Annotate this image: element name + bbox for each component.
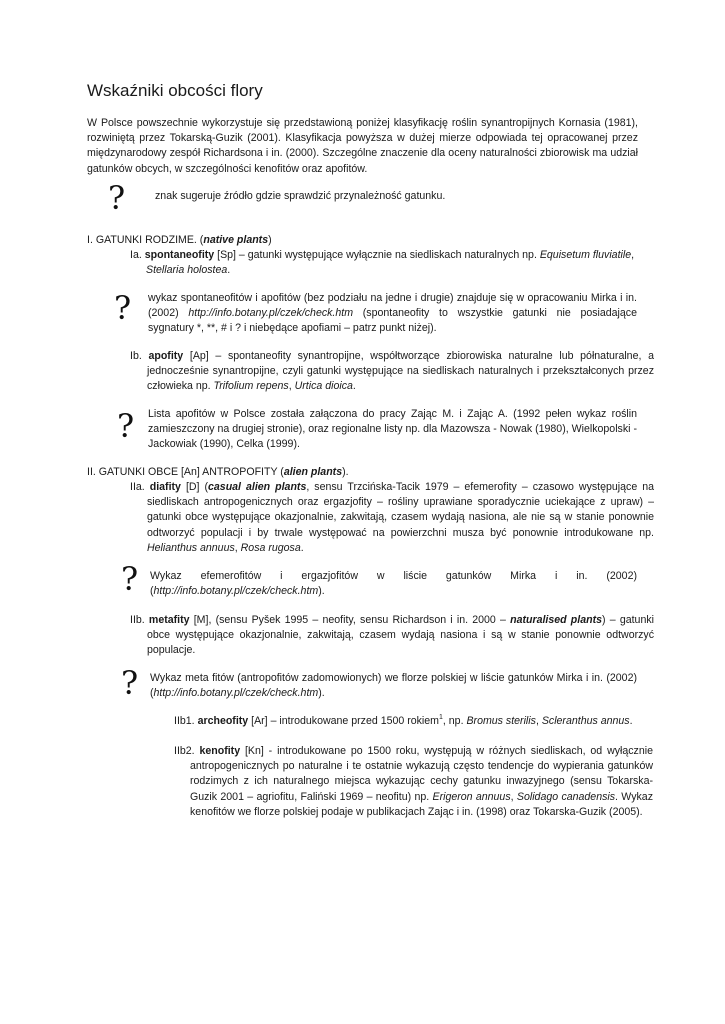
item-iia-term: diafity [149, 481, 181, 493]
section-native-en: native plants [203, 234, 269, 246]
question-mark-icon: ? [121, 664, 139, 702]
item-ib-term: apofity [148, 350, 184, 362]
item-iib2-text-1: [Kn] - introdukowane po 1500 roku, występują w różnych siedliskach, od wyłącznie antropogenicznych po naturalne i te ostatnie wykazują często tendencje do wypierania gatunków rodzimych z ich naturalnego miejsca wykazując cechy gatunku inwazyjnego (sensu Tokarska-Guzik 2001 – agriofitu, Faliński 1969 – neofitu) np. [190, 745, 653, 803]
note-spontaneofity-text-1: wykaz spontaneofitów i apofitów (bez podziału na jedne i drugie) znajduje się w opracowaniu Mirka i in. (2002) [148, 292, 637, 320]
question-mark-icon: ? [108, 179, 126, 217]
section-alien-heading [87, 465, 627, 480]
item-iia-end: . [300, 541, 304, 554]
item-ib [130, 349, 654, 395]
note-apofity: Lista apofitów w Polsce została załączona do pracy Zając M. i Zając A. (1992 pełen wykaz roślin zamieszczony na drugiej stronie), oraz regionalne listy np. dla Mazowsza - Nowak (1980), Wielkopolski - Jackowiak (1990), Celka (1999). [148, 408, 637, 451]
item-iib [130, 613, 654, 659]
item-iib1-separator: , [535, 715, 542, 727]
item-ib-separator: , [288, 380, 295, 393]
item-iib-text-1: [M], (sensu Pyšek 1995 – neofity, sensu Richardson i in. 2000 – [189, 614, 511, 626]
item-ib-end: . [352, 380, 356, 393]
item-iib-text-2: ) – gatunki obce występujące okazjonalnie, zakwitają, czasem wydają nasiona i są w stanie ponownie odtworzyć populacje. [147, 614, 654, 657]
question-mark-icon: ? [117, 407, 135, 445]
item-iib1 [174, 714, 653, 729]
item-iia-species-2: Rosa rugosa [240, 541, 301, 554]
item-iib1-term: archeofity [197, 715, 249, 727]
page-title: Wskaźniki obcości flory [87, 81, 263, 100]
item-iib-number: IIb. [130, 614, 149, 626]
item-iib2 [174, 744, 653, 820]
question-mark-icon: ? [114, 289, 132, 327]
question-mark-icon: ? [121, 560, 139, 598]
item-iib2-text-2: . Wykaz kenofitów we florze polskiej podaje w publikacjach Zając i in. (1998) oraz Tokarska-Guzik (2005). [190, 790, 653, 818]
item-iib1-species-1: Bromus sterilis [466, 715, 536, 727]
section-native-prefix: I. GATUNKI RODZIME. ( [87, 234, 204, 246]
note-diafity-link[interactable]: http://info.botany.pl/czek/check.htm [153, 585, 319, 598]
item-ia-term: spontaneofity [144, 249, 215, 261]
item-iib2-term: kenofity [199, 745, 241, 757]
item-iia-text-1: [D] ( [180, 481, 209, 493]
section-native-heading [87, 233, 627, 248]
item-iia-species-1: Helianthus annuus [147, 541, 235, 554]
item-ib-species-2: Urtica dioica [294, 380, 353, 393]
item-iia-en: casual alien plants [208, 481, 307, 493]
section-native-suffix: ) [268, 234, 272, 246]
note-spontaneofity-text-2: (spontaneofity to wszystkie gatunki nie posiadające sygnatury *, **, # i ? i niebędące apofiami – patrz punkt niżej). [148, 307, 637, 335]
item-ib-species-1: Trifolium repens [213, 380, 289, 393]
item-ia-species-2: Stellaria holostea [146, 264, 228, 277]
item-iib2-species-2: Solidago canadensis [516, 790, 616, 803]
section-alien-suffix: ). [342, 466, 349, 478]
item-iib1-number: IIb1. [174, 715, 198, 727]
note-spontaneofity [148, 291, 637, 337]
item-iib2-separator: , [510, 790, 517, 803]
item-iib2-number: IIb2. [174, 745, 200, 757]
section-alien-prefix: II. GATUNKI OBCE [An] ANTROPOFITY ( [87, 466, 284, 478]
note-spontaneofity-link[interactable]: http://info.botany.pl/czek/check.htm [188, 307, 354, 320]
section-alien-en: alien plants [283, 466, 343, 478]
item-ia-number: Ia. [130, 249, 145, 261]
note-diafity-text-1: Wykaz efemerofitów i ergazjofitów w liście gatunków Mirka i in. (2002) ( [150, 570, 637, 598]
note-metafity [150, 671, 637, 701]
note-metafity-link[interactable]: http://info.botany.pl/czek/check.htm [153, 687, 319, 700]
item-iib2-species-1: Erigeron annuus [432, 790, 511, 803]
item-iib1-species-2: Scleranthus annus [541, 715, 630, 727]
item-ia-separator: , [631, 249, 635, 261]
item-iib1-text-2: , np. [442, 715, 467, 727]
item-ib-text: [Ap] – spontaneofity synantropijne, współtworzące zbiorowiska naturalne lub półnaturalne, a jednocześnie synantropijne, czyli gatunki występujące na siedliskach naturalnych i przekształconych przez człowieka np. [147, 350, 654, 393]
item-iib-term: metafity [148, 614, 190, 626]
item-iib1-text-1: [Ar] – introdukowane przed 1500 rokiem [248, 715, 439, 727]
item-ia-species-1: Equisetum fluviatile [539, 249, 632, 261]
hint-text: znak sugeruje źródło gdzie sprawdzić przynależność gatunku. [155, 190, 446, 202]
item-ia-text: [Sp] – gatunki występujące wyłącznie na siedliskach naturalnych np. [214, 249, 540, 261]
item-iib1-end: . [629, 715, 633, 727]
note-metafity-text-2: ). [318, 687, 325, 700]
item-iia [130, 480, 654, 556]
item-ia-end: . [227, 264, 231, 277]
item-iia-separator: , [234, 541, 241, 554]
footnote-marker: 1 [439, 714, 443, 721]
item-ia [130, 248, 636, 278]
note-diafity-text-2: ). [318, 585, 325, 598]
item-iia-number: IIa. [130, 481, 150, 493]
item-iib-en: naturalised plants [510, 614, 603, 626]
note-metafity-text-1: Wykaz meta fitów (antropofitów zadomowionych) we florze polskiej w liście gatunków Mirka i in. (2002) ( [150, 672, 637, 700]
item-iia-text-2: , sensu Trzcińska-Tacik 1979 – efemerofity – czasowo występujące na siedliskach antropogenicznych oraz ergazjofity – rośliny uprawiane sporadycznie uciekające z upraw) – gatunki obce występujące okazjonalnie, zakwitają, czasem wydają nasiona, ale nie są w stanie ponownie odtworzyć populacji i by trwale występować na powierzchni musza być ponownie introdukowane np. [147, 481, 655, 539]
item-ib-number: Ib. [130, 350, 149, 362]
intro-paragraph: W Polsce powszechnie wykorzystuje się przedstawioną poniżej klasyfikację roślin synantropijnych Kornasia (1981), rozwiniętą przez Tokarską-Guzik (2001). Klasyfikacja powyższa w dużej mierze odpowiada tej opracowanej przez międzynarodowy zespół Richardsona i in. (2000). Szczególne znaczenie dla oceny naturalności zbiorowisk ma udział gatunków obcych, w szczególności kenofitów oraz apofitów. [87, 117, 638, 175]
note-diafity [150, 569, 637, 599]
